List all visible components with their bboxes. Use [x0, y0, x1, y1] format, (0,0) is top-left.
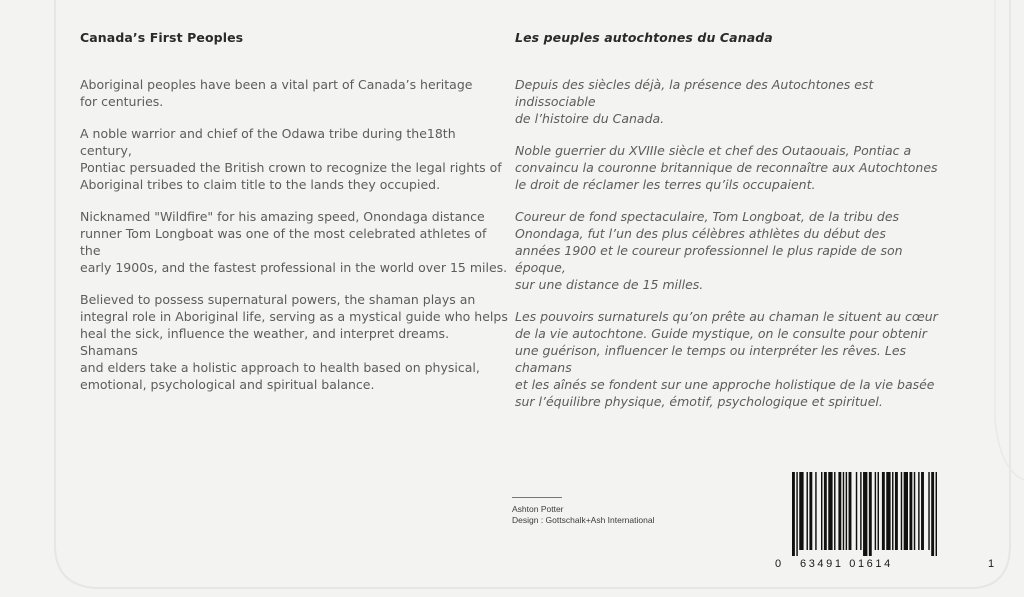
french-paragraph-longboat: Coureur de fond spectaculaire, Tom Longboat, de la tribu des Onondaga, fut l’un des plus célèbres athlètes du début des années 1900 et le coureur professionnel le plus rapide de son époque, sur une distance de 15 milles. [515, 209, 903, 292]
french-paragraph-shaman: Les pouvoirs surnaturels qu’on prête au chaman le situent au cœur de la vie autochtone. Guide mystique, on le consulte pour obtenir une guérison, influencer le temps ou interpréter les rêves. Les chamans et les aînés se fondent sur une approche holistique de la vie basée sur l’équilibre physique, émotif, psychologique et spirituel. [515, 309, 938, 409]
barcode-bar [863, 472, 867, 556]
barcode-bar [849, 472, 852, 550]
design-credit: Design : Gottschalk+Ash International [512, 515, 655, 525]
barcode-bar [928, 472, 929, 550]
barcode-bar [936, 472, 937, 556]
barcode-bar [904, 472, 908, 550]
barcode-bar [856, 472, 857, 550]
barcode-bar [838, 472, 841, 550]
barcode-bar [892, 472, 893, 550]
barcode-bar [815, 472, 816, 550]
barcode-right-digit: 1 [988, 558, 997, 570]
barcode-bar [914, 472, 915, 550]
barcode-bar [895, 472, 898, 550]
barcode-bar [882, 472, 885, 550]
english-paragraph-pontiac: A noble warrior and chief of the Odawa tribe during the18th century, Pontiac persuaded the British crown to recognize the legal rights of Aboriginal tribes to claim title to the lands they occupied. [80, 126, 502, 192]
barcode-bar [824, 472, 827, 550]
barcode-bar [828, 472, 832, 550]
english-title: Canada’s First Peoples [80, 30, 244, 45]
barcode-bar [846, 472, 847, 550]
barcode-bar [821, 472, 822, 550]
barcode-bar [843, 472, 844, 550]
barcode-bar [799, 472, 803, 550]
barcode-bar [860, 472, 861, 550]
printer-credit: Ashton Potter [512, 504, 564, 514]
barcode-bar [878, 472, 879, 550]
barcode-bar [875, 472, 876, 550]
barcode-middle-digits: 63491 01614 [800, 558, 893, 570]
credits-rule [512, 497, 562, 498]
barcode-bar [931, 472, 934, 556]
barcode-bar [834, 472, 835, 550]
barcode-bar [869, 472, 872, 556]
barcode-bar [921, 472, 924, 550]
barcode-bar [918, 472, 919, 550]
barcode-bar [807, 472, 808, 550]
barcode-left-digit: 0 [775, 558, 784, 570]
english-paragraph-intro: Aboriginal peoples have been a vital part of Canada’s heritage for centuries. [80, 77, 473, 109]
barcode [788, 472, 978, 556]
english-paragraph-shaman: Believed to possess supernatural powers, the shaman plays an integral role in Aboriginal life, serving as a mystical guide who helps heal the sick, influence the weather, and interpret dreams. Shamans and elders take a holistic approach to health based on physical, emotional, psychological and spiritual balance. [80, 292, 508, 392]
barcode-bar [909, 472, 912, 550]
french-paragraph-pontiac: Noble guerrier du XVIIIe siècle et chef des Outaouais, Pontiac a convaincu la couronne britannique de reconnaître aux Autochtones le droit de réclamer les terres qu’ils occupaient. [515, 143, 938, 192]
french-paragraph-intro: Depuis des siècles déjà, la présence des Autochtones est indissociable de l’histoire du Canada. [515, 77, 874, 126]
barcode-bar [809, 472, 812, 550]
french-text-column [515, 30, 945, 425]
barcode-bar [796, 472, 797, 556]
barcode-bar [792, 472, 795, 556]
english-text-column [80, 30, 510, 408]
french-title: Les peuples autochtones du Canada [515, 30, 773, 45]
english-paragraph-longboat: Nicknamed "Wildfire" for his amazing speed, Onondaga distance runner Tom Longboat was one of the most celebrated athletes of the early 1900s, and the fastest professional in the world over 15 miles. [80, 209, 508, 275]
barcode-bar [901, 472, 902, 550]
barcode-bars [788, 472, 978, 556]
credits-block [512, 497, 654, 526]
barcode-bar [886, 472, 890, 550]
